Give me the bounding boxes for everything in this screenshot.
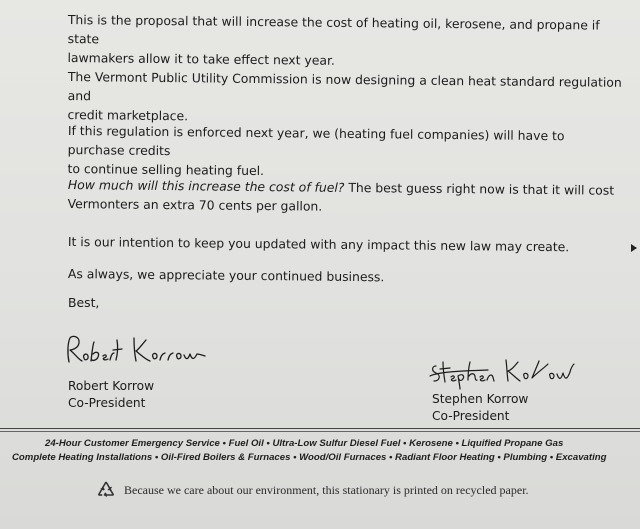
- paragraph-cost-answer-1: The best guess right now is that it will cost: [344, 179, 615, 198]
- paragraph-proposal-line-1: This is the proposal that will increase the cost of heating oil, kerosene, and propane if state: [67, 11, 600, 47]
- paragraph-cost-question: How much will this increase the cost of fuel?: [67, 176, 345, 195]
- paragraph-cost-answer-2: Vermonters an extra 70 cents per gallon.: [67, 195, 323, 214]
- signer-stephen: [432, 391, 528, 425]
- paragraph-commission-line-2: credit marketplace.: [67, 106, 189, 124]
- paragraph-commission-line-1: The Vermont Public Utility Commission is now designing a clean heat standard regulation and: [67, 68, 622, 104]
- footer-divider-top: [0, 428, 640, 429]
- paragraph-updates: [68, 232, 624, 257]
- paragraph-thanks: [68, 264, 624, 289]
- signer-robert-title: Co-President: [68, 396, 146, 410]
- recycle-note-text: Because we care about our environment, this stationary is printed on recycled paper.: [124, 482, 529, 497]
- signer-stephen-title: Co-President: [432, 409, 510, 423]
- paragraph-commission: [67, 67, 624, 130]
- services-line-2: Complete Heating Installations • Oil-Fired Boilers & Furnaces • Wood/Oil Furnaces • Radiant Floor Heating • Plumbing • Excavating: [12, 452, 607, 463]
- paragraph-regulation: [67, 121, 624, 184]
- paragraph-updates-line-1: It is our intention to keep you updated with any impact this new law may create.: [67, 233, 570, 255]
- recycle-icon: [96, 480, 116, 500]
- signer-stephen-name: Stephen Korrow: [432, 392, 529, 406]
- services-line-1: 24-Hour Customer Emergency Service • Fuel Oil • Ultra-Low Sulfur Diesel Fuel • Kerosene • Liquified Propane Gas: [45, 438, 564, 449]
- paragraph-cost: [68, 175, 624, 219]
- paragraph-regulation-line-1: If this regulation is enforced next year, we (heating fuel companies) will have to purchase credits: [67, 122, 565, 159]
- paragraph-proposal-line-2: lawmakers allow it to take effect next year.: [67, 49, 335, 68]
- footer-divider-bottom: [0, 431, 640, 432]
- recycle-note-row: [96, 480, 529, 500]
- signature-stephen-korrow: [428, 354, 578, 390]
- paragraph-proposal: [67, 10, 624, 73]
- cursor-icon: [630, 243, 638, 253]
- signature-robert-korrow: [60, 330, 210, 372]
- signer-robert-name: Robert Korrow: [68, 379, 155, 393]
- signer-robert: [68, 378, 154, 412]
- paragraph-regulation-line-2: to continue selling heating fuel.: [67, 160, 265, 179]
- paragraph-thanks-line-1: As always, we appreciate your continued business.: [67, 265, 385, 285]
- closing-salutation: Best,: [68, 295, 100, 310]
